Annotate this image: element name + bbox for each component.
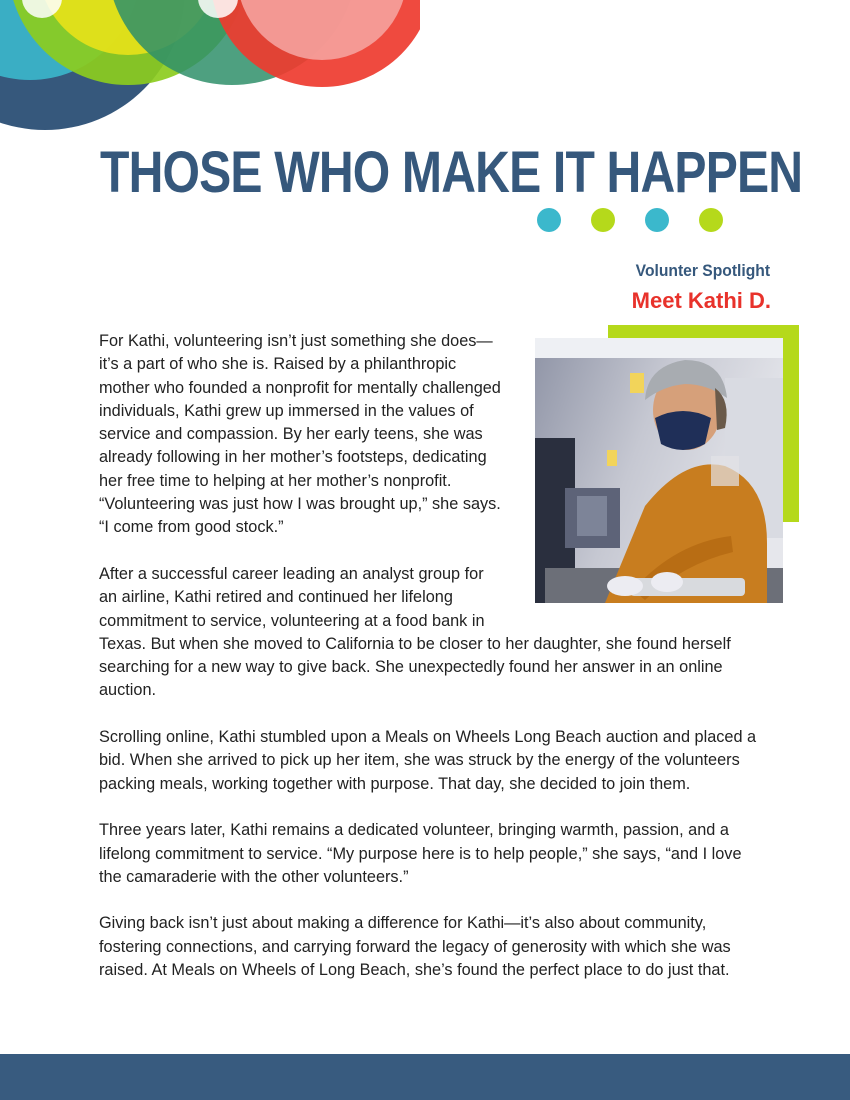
spotlight-name: Meet Kathi D. [631, 288, 771, 313]
photo-wrap-space [502, 330, 759, 632]
body-paragraph-1: For Kathi, volunteering isn’t just something she does—it’s a part of who she is. Raised by a philanthropic mother who founded a nonprofit for mentally challenged individuals, Kathi grew up immersed in the values of service and compassion. By her early teens, she was already following in her mother’s footsteps, dedicating her free time to helping at her mother’s nonprofit. “Volunteering was just how I was brought up,” she says. “I come from good stock.” [99, 332, 501, 537]
body-paragraph-4: Three years later, Kathi remains a dedicated volunteer, bringing warmth, passion, and a lifelong commitment to service. “My purpose here is to help people,” she says, “and I love the camaraderie with the other volunteers.” [99, 821, 742, 886]
accent-dots [537, 208, 723, 232]
body-paragraph-3: Scrolling online, Kathi stumbled upon a Meals on Wheels Long Beach auction and placed a bid. When she arrived to pick up her item, she was struck by the energy of the volunteers packing meals, working together with purpose. That day, she decided to join them. [99, 728, 757, 793]
teal-dot [645, 208, 669, 232]
spotlight-kicker: Volunter Spotlight [635, 261, 770, 280]
lime-dot [591, 208, 615, 232]
footer-bar [0, 1054, 850, 1100]
body-paragraph-2: After a successful career leading an analyst group for an airline, Kathi retired and continued her lifelong commitment to service, volunteering at a food bank in Texas. But when she moved to California to be closer to her daughter, she found herself searching for a new way to give back. She unexpectedly found her answer in an online auction. [99, 564, 731, 700]
lime-dot [699, 208, 723, 232]
body-paragraph-5: Giving back isn’t just about making a difference for Kathi—it’s also about community, fostering connections, and carrying forward the legacy of generosity with which she was raised. At Meals on Wheels of Long Beach, she’s found the perfect place to do just that. [99, 914, 731, 980]
decorative-circles-graphic [0, 0, 420, 140]
teal-dot [537, 208, 561, 232]
page-headline: THOSE WHO MAKE IT HAPPEN [100, 140, 803, 205]
article-body [99, 330, 759, 1006]
